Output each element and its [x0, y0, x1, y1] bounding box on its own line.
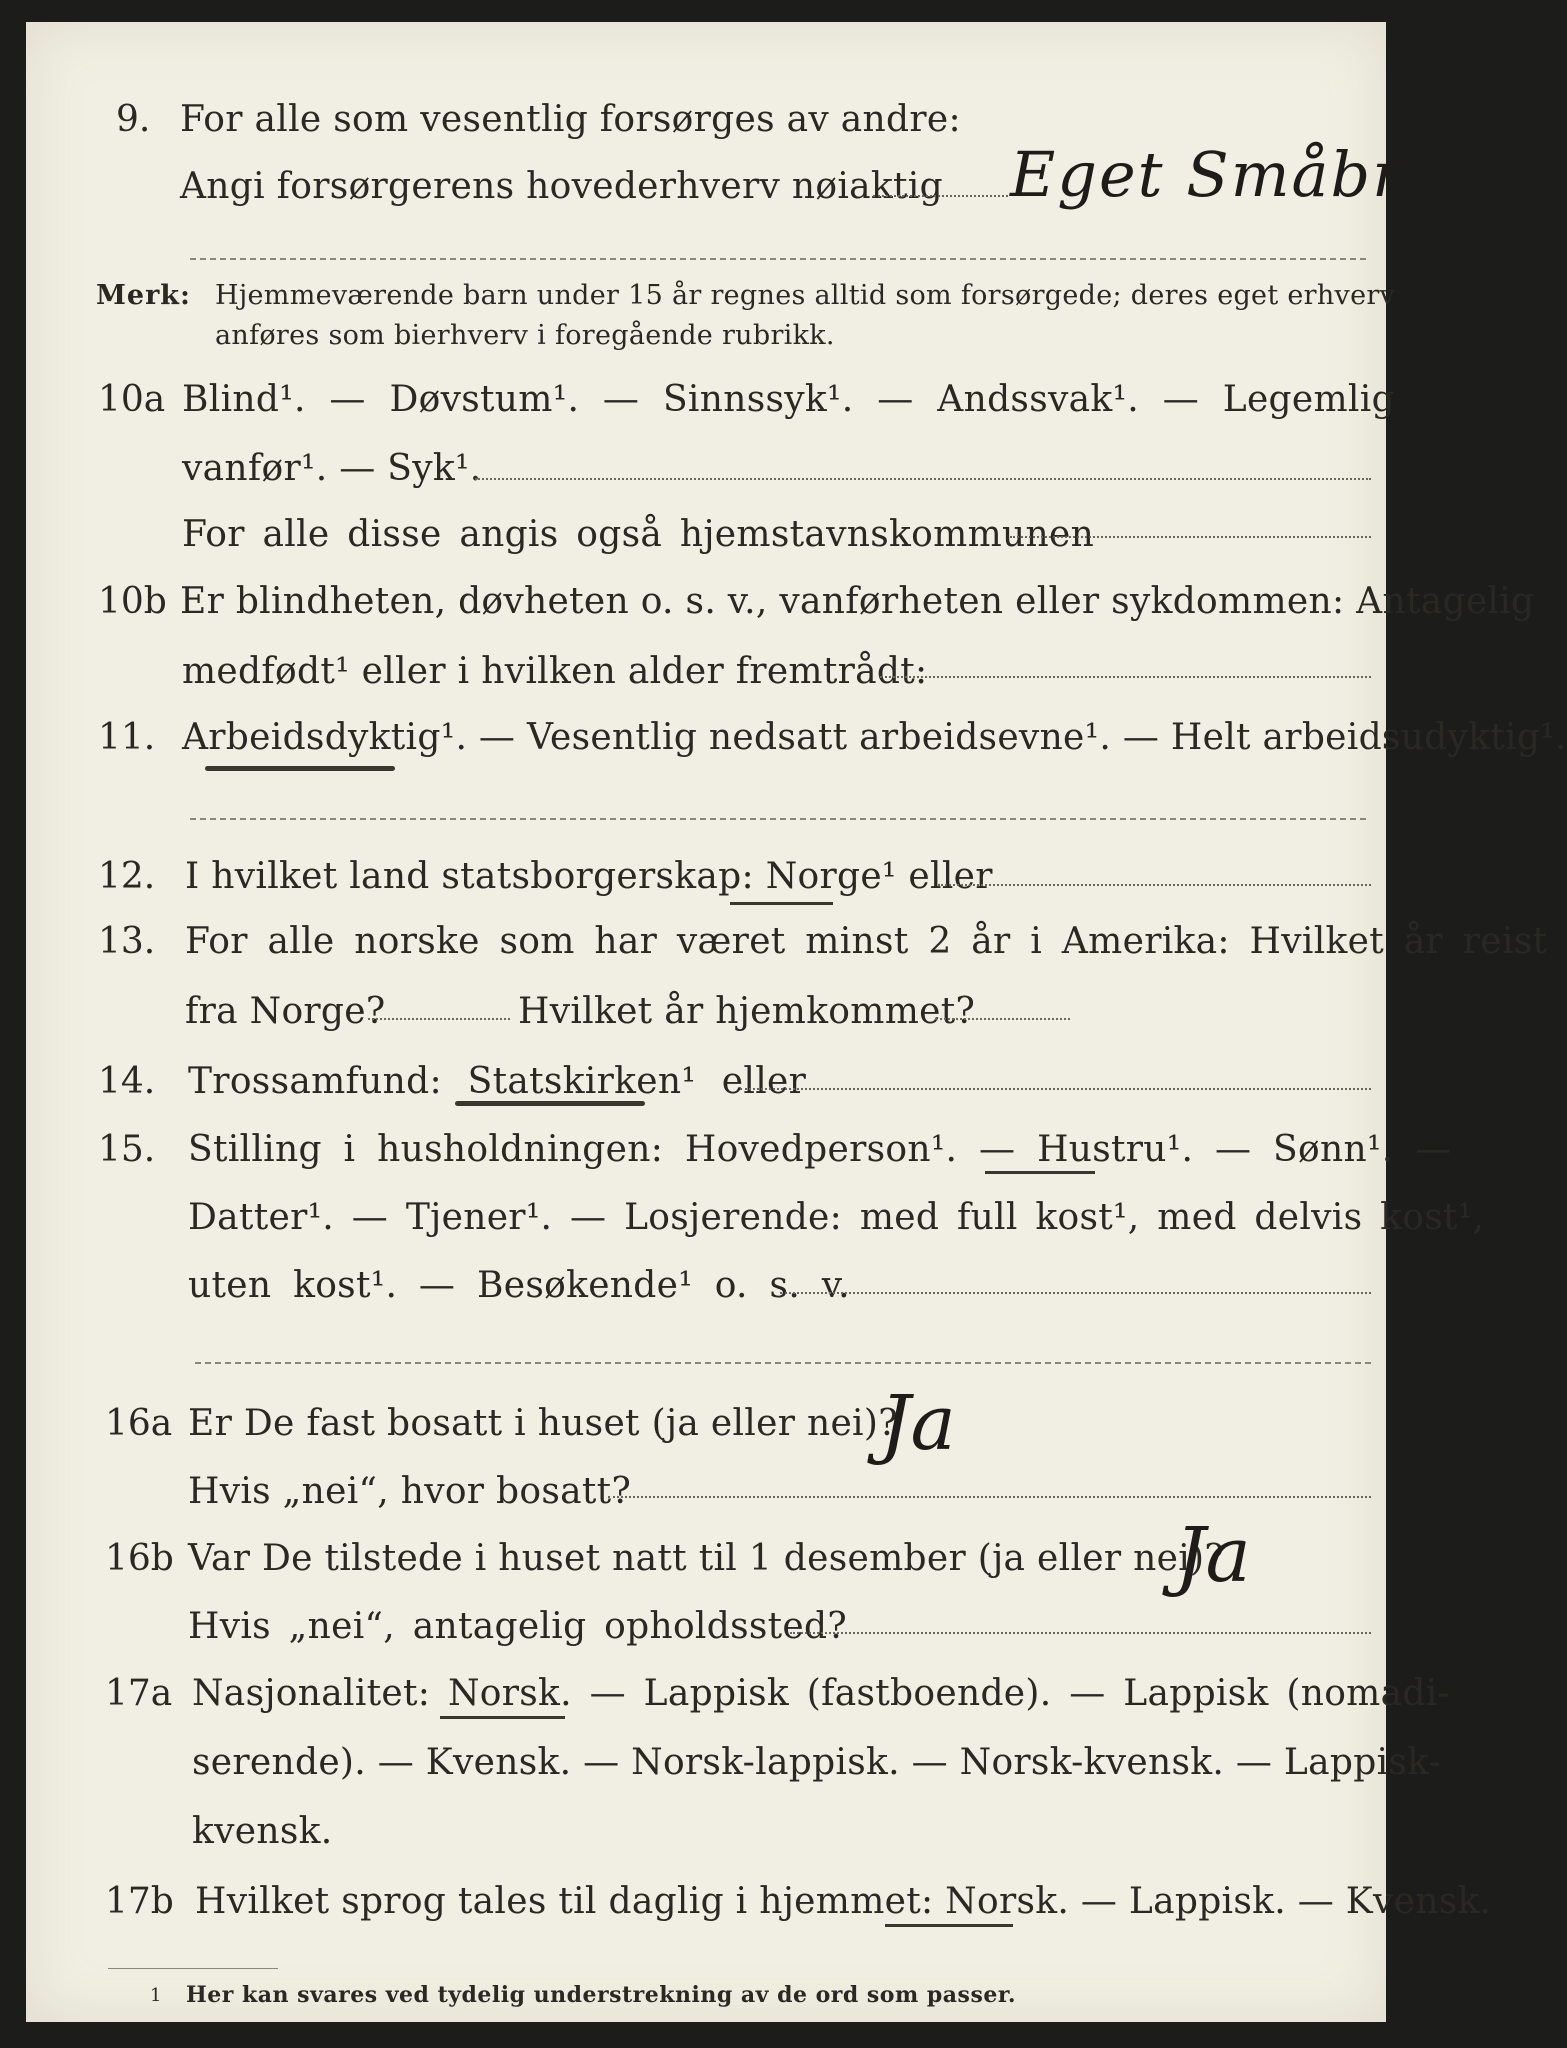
- q16b-line1: Var De tilstede i huset natt til 1 desember (ja eller nei)?: [188, 1538, 1224, 1579]
- q9-separator: [190, 258, 1366, 260]
- q16b-number: 16b: [105, 1538, 174, 1579]
- q16a-line1: Er De fast bosatt i huset (ja eller nei)?: [188, 1403, 898, 1444]
- q9-line2: Angi forsørgerens hovederhverv nøiaktig: [180, 166, 943, 207]
- merk-line2: anføres som bierhverv i foregående rubrikk.: [215, 320, 835, 351]
- q17a-line1: Nasjonalitet: Norsk. — Lappisk (fastboende). — Lappisk (nomadi-: [192, 1673, 1451, 1714]
- q11-separator: [190, 818, 1366, 820]
- merk-line1: Hjemmeværende barn under 15 år regnes alltid som forsørgede; deres eget erhverv: [215, 280, 1396, 311]
- q13-reist-dotline: [368, 1018, 510, 1020]
- q10a-number: 10a: [98, 379, 166, 420]
- q15-answer-underline: [985, 1171, 1095, 1174]
- footnote-mark: 1: [150, 1985, 162, 2006]
- footnote-text: Her kan svares ved tydelig understrekning av de ord som passer.: [186, 1982, 1017, 2008]
- q16b-line2: Hvis „nei“, antagelig opholdssted?: [188, 1606, 847, 1647]
- q9-answer-dotline: [873, 195, 1008, 197]
- q9-line1: For alle som vesentlig forsørges av andre:: [180, 99, 961, 140]
- q11-answer-underline: [205, 766, 395, 771]
- q15-line2: Datter¹. — Tjener¹. — Losjerende: med full kost¹, med delvis kost¹,: [188, 1197, 1485, 1238]
- q17a-answer-underline: [440, 1716, 565, 1719]
- q15-separator: [195, 1362, 1371, 1364]
- q10b-dotline: [880, 676, 1371, 678]
- q17a-line3: kvensk.: [192, 1811, 333, 1852]
- q14-dotline: [740, 1088, 1371, 1090]
- q15-line3: uten kost¹. — Besøkende¹ o. s. v.: [188, 1265, 850, 1306]
- q17b-line1: Hvilket sprog tales til daglig i hjemmet: Norsk. — Lappisk. — Kvensk.: [195, 1881, 1492, 1922]
- q12-dotline: [938, 884, 1371, 886]
- q9-number: 9.: [116, 99, 151, 140]
- q10a-line3: For alle disse angis også hjemstavnskommunen: [182, 514, 1095, 555]
- q17a-number: 17a: [105, 1673, 173, 1714]
- q17b-number: 17b: [105, 1881, 174, 1922]
- q13-number: 13.: [98, 921, 156, 962]
- q11-number: 11.: [98, 717, 156, 758]
- q16a-number: 16a: [105, 1403, 173, 1444]
- q12-answer-underline: [730, 902, 833, 905]
- q16a-line2: Hvis „nei“, hvor bosatt?: [188, 1471, 632, 1512]
- q10b-number: 10b: [98, 581, 167, 622]
- q14-line1: Trossamfund: Statskirken¹ eller: [188, 1061, 807, 1102]
- merk-label: Merk:: [96, 280, 191, 311]
- q10b-line2: medfødt¹ eller i hvilken alder fremtrådt:: [182, 651, 928, 692]
- q13-line1: For alle norske som har været minst 2 år i Amerika: Hvilket år reist: [185, 921, 1548, 962]
- q14-answer-underline: [455, 1101, 645, 1106]
- q15-line1: Stilling i husholdningen: Hovedperson¹. — Hustru¹. — Sønn¹. —: [188, 1129, 1452, 1170]
- q15-dotline: [780, 1292, 1371, 1294]
- q10b-line1: Er blindheten, døvheten o. s. v., vanførheten eller sykdommen: Antagelig: [180, 581, 1535, 622]
- q10a-line1: Blind¹. — Døvstum¹. — Sinnssyk¹. — Andssvak¹. — Legemlig: [182, 379, 1395, 420]
- q13-line2a: fra Norge?: [185, 991, 386, 1032]
- q10a-line3-dotline: [1010, 536, 1371, 538]
- q17a-line2: serende). — Kvensk. — Norsk-lappisk. — Norsk-kvensk. — Lappisk-: [192, 1742, 1442, 1783]
- q11-line1: Arbeidsdyktig¹. — Vesentlig nedsatt arbeidsevne¹. — Helt arbeidsudyktig¹.: [182, 717, 1567, 758]
- q17b-answer-underline: [885, 1924, 1013, 1927]
- q15-number: 15.: [98, 1129, 156, 1170]
- q16b-handwritten-answer: Ja: [1175, 1510, 1251, 1599]
- q13-line2b: Hvilket år hjemkommet?: [518, 991, 976, 1032]
- footnote-rule: [108, 1968, 278, 1969]
- q12-line1: I hvilket land statsborgerskap: Norge¹ eller: [185, 856, 993, 897]
- q9-handwritten-answer: Eget Småbr: [1010, 138, 1404, 211]
- q16b-dotline: [790, 1632, 1371, 1634]
- q16a-handwritten-answer: Ja: [880, 1378, 956, 1467]
- q10a-line2-dotline: [475, 478, 1371, 480]
- q14-number: 14.: [98, 1061, 156, 1102]
- q12-number: 12.: [98, 856, 156, 897]
- q16a-dotline: [608, 1496, 1371, 1498]
- q13-hjemkommet-dotline: [935, 1018, 1070, 1020]
- q10a-line2: vanfør¹. — Syk¹.: [182, 448, 482, 489]
